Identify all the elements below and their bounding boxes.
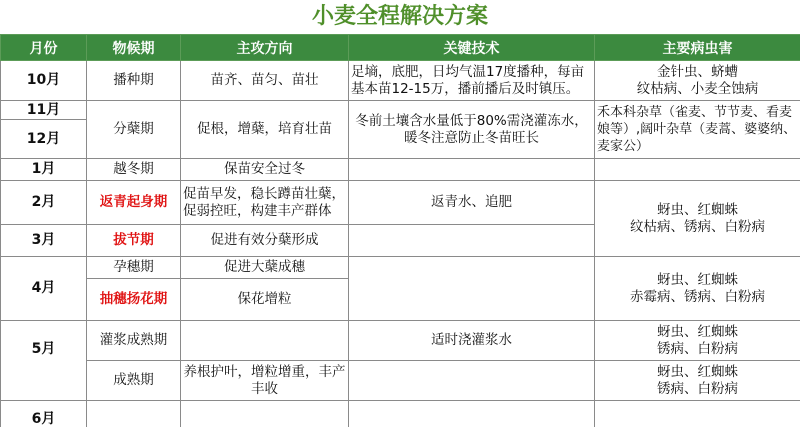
header-pests: 主要病虫害 — [595, 35, 800, 61]
technique-cell: 适时浇灌浆水 — [349, 321, 595, 361]
pests-cell: 金针虫、蛴螬 纹枯病、小麦全蚀病 — [595, 61, 800, 101]
technique-cell — [349, 361, 595, 401]
technique-cell: 冬前土壤含水量低于80%需浇灌冻水，暖冬注意防止冬苗旺长 — [349, 101, 595, 159]
phase-cell: 分蘖期 — [87, 101, 181, 159]
month-cell: 4月 — [1, 257, 87, 321]
phase-cell: 播种期 — [87, 61, 181, 101]
phase-cell: 越冬期 — [87, 159, 181, 181]
table-row — [1, 401, 800, 427]
month-cell: 6月 — [1, 401, 87, 427]
direction-cell: 促根，增蘖，培育壮苗 — [181, 101, 349, 159]
direction-cell: 促进有效分蘖形成 — [181, 225, 349, 257]
phase-cell: 返青起身期 — [87, 181, 181, 225]
phase-cell: 拔节期 — [87, 225, 181, 257]
phase-cell — [87, 401, 181, 427]
header-month: 月份 — [1, 35, 87, 61]
direction-cell: 促进大蘖成穗 — [181, 257, 349, 279]
pests-cell — [595, 159, 800, 181]
month-cell: 10月 — [1, 61, 87, 101]
month-cell: 1月 — [1, 159, 87, 181]
solution-table — [0, 34, 800, 427]
header-technique: 关键技术 — [349, 35, 595, 61]
month-cell: 5月 — [1, 321, 87, 401]
technique-cell: 返青水、追肥 — [349, 181, 595, 225]
phase-cell: 成熟期 — [87, 361, 181, 401]
direction-cell: 保苗安全过冬 — [181, 159, 349, 181]
direction-cell: 保花增粒 — [181, 279, 349, 321]
pests-cell: 蚜虫、红蜘蛛 纹枯病、锈病、白粉病 — [595, 181, 800, 257]
phase-cell: 孕穗期 — [87, 257, 181, 279]
month-cell: 2月 — [1, 181, 87, 225]
direction-cell — [181, 321, 349, 361]
month-cell: 11月 — [1, 101, 87, 120]
table-row — [1, 61, 800, 101]
page-title: 小麦全程解决方案 — [311, 4, 488, 29]
table-row — [1, 101, 800, 120]
technique-cell — [349, 401, 595, 427]
table-header-row — [1, 35, 800, 61]
pests-cell: 禾本科杂草（雀麦、节节麦、看麦娘等）,阔叶杂草（麦蒿、婆婆纳、麦家公） — [595, 101, 800, 159]
header-phase: 物候期 — [87, 35, 181, 61]
direction-cell: 促苗早发，稳长蹲苗壮蘖，促弱控旺，构建丰产群体 — [181, 181, 349, 225]
pests-cell: 蚜虫、红蜘蛛 锈病、白粉病 — [595, 321, 800, 361]
direction-cell: 苗齐、苗匀、苗壮 — [181, 61, 349, 101]
table-row — [1, 159, 800, 181]
table-row — [1, 257, 800, 279]
phase-cell: 抽穗扬花期 — [87, 279, 181, 321]
table-row — [1, 321, 800, 361]
direction-cell: 养根护叶，增粒增重，丰产丰收 — [181, 361, 349, 401]
direction-cell — [181, 401, 349, 427]
pests-cell: 蚜虫、红蜘蛛 赤霉病、锈病、白粉病 — [595, 257, 800, 321]
month-cell: 3月 — [1, 225, 87, 257]
technique-cell — [349, 159, 595, 181]
technique-cell — [349, 225, 595, 257]
month-cell: 12月 — [1, 120, 87, 159]
technique-cell: 足墒，底肥，日均气温17度播种，每亩基本苗12-15万，播前播后及时镇压。 — [349, 61, 595, 101]
table-row — [1, 181, 800, 225]
header-direction: 主攻方向 — [181, 35, 349, 61]
table-row — [1, 361, 800, 401]
technique-cell — [349, 257, 595, 321]
phase-cell: 灌浆成熟期 — [87, 321, 181, 361]
pests-cell: 蚜虫、红蜘蛛 锈病、白粉病 — [595, 361, 800, 401]
pests-cell — [595, 401, 800, 427]
